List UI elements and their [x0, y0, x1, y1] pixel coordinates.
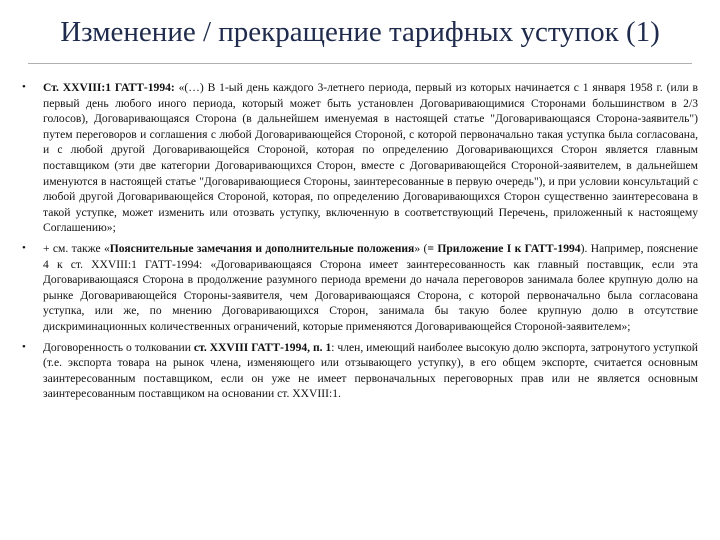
bullet-list — [22, 80, 698, 407]
slide-title: Изменение / прекращение тарифных уступок (1) — [60, 16, 660, 48]
bullet-text: + см. также « — [43, 241, 110, 255]
bullet-icon: • — [22, 241, 26, 254]
bullet-text: «(…) В 1-ый день каждого 3-летнего периода, первый из которых начинается с 1 января 1958 г. (или в первый день любого иного периода, который может быть установлен Договаривающимися Сторонами большинством в 2/3 голосов), Договаривающаяся Сторона (в дальнейшем именуемая в настоящей статье "Договаривающаяся Сторона-заявитель") путем переговоров и соглашения с любой Договаривающейся Стороной, с которой первоначально такая уступка была согласована, и с любой другой Договаривающейся Стороной, которая по определению Договаривающихся Сторон является главным поставщиком (эти две категории Договаривающихся Сторон, вместе с Договаривающейся Стороной-заявителем, в дальнейшем именуются в настоящей статье "Договаривающиеся Стороны, заинтересованные в первую очередь"), и при условии консультаций с любой другой Договаривающейся Стороной, которая, по определению Договаривающихся Сторон существенно заинтересована в такой уступке, может изменить или отозвать уступку, включенную в соответствующий Перечень, приложенный к настоящему Соглашению»; — [43, 81, 698, 235]
bullet-text-bold: ст. XXVIII ГАТТ-1994, п. 1 — [193, 340, 332, 354]
bullet-text-bold: Пояснительные замечания и дополнительные положения — [109, 241, 415, 255]
bullet-icon: • — [22, 340, 26, 353]
bullet-text: » ( — [414, 241, 428, 255]
bullet-text: : член, имеющий наиболее высокую долю экспорта, затронутого уступкой (т.е. экспорта товара на рынок члена, изменяющего или отзывающего уступку), в его общем экспорте, считается основным заинтересованным поставщиком, если он уже не имеет первоначальных переговорных прав или не является основным заинтересованным поставщиком на основании ст. XXVIII:1. — [43, 340, 699, 401]
bullet-item-understanding — [22, 340, 698, 402]
title-divider — [28, 63, 692, 64]
bullet-text-bold: Ст. XXVIII:1 ГАТТ-1994: — [43, 81, 175, 94]
bullet-text: Договоренность о толковании — [43, 340, 194, 354]
bullet-icon: • — [22, 81, 26, 93]
bullet-text-bold: = Приложение I к ГАТТ-1994 — [427, 241, 581, 255]
bullet-item-explanatory-notes — [22, 241, 698, 335]
bullet-text: ). Например, пояснение 4 к ст. XXVIII:1 ГАТТ-1994: «Договаривающаяся Сторона имеет заинтересованность как главный поставщик, если эта Договаривающаяся Сторона в продолжение разумного периода времени до начала переговоров занимала более крупную долю на рынке Договаривающейся Стороны-заявителя, чем Договаривающаяся Сторона, с которой первоначально была согласована уступка, или же, по мнению Договаривающихся Сторон, занимала бы такую более крупную долю в отсутствие дискриминационных количественных ограничений, которые применяются Договаривающейся Стороной-заявителем»; — [43, 241, 698, 333]
bullet-item-article-28-1 — [22, 80, 698, 236]
